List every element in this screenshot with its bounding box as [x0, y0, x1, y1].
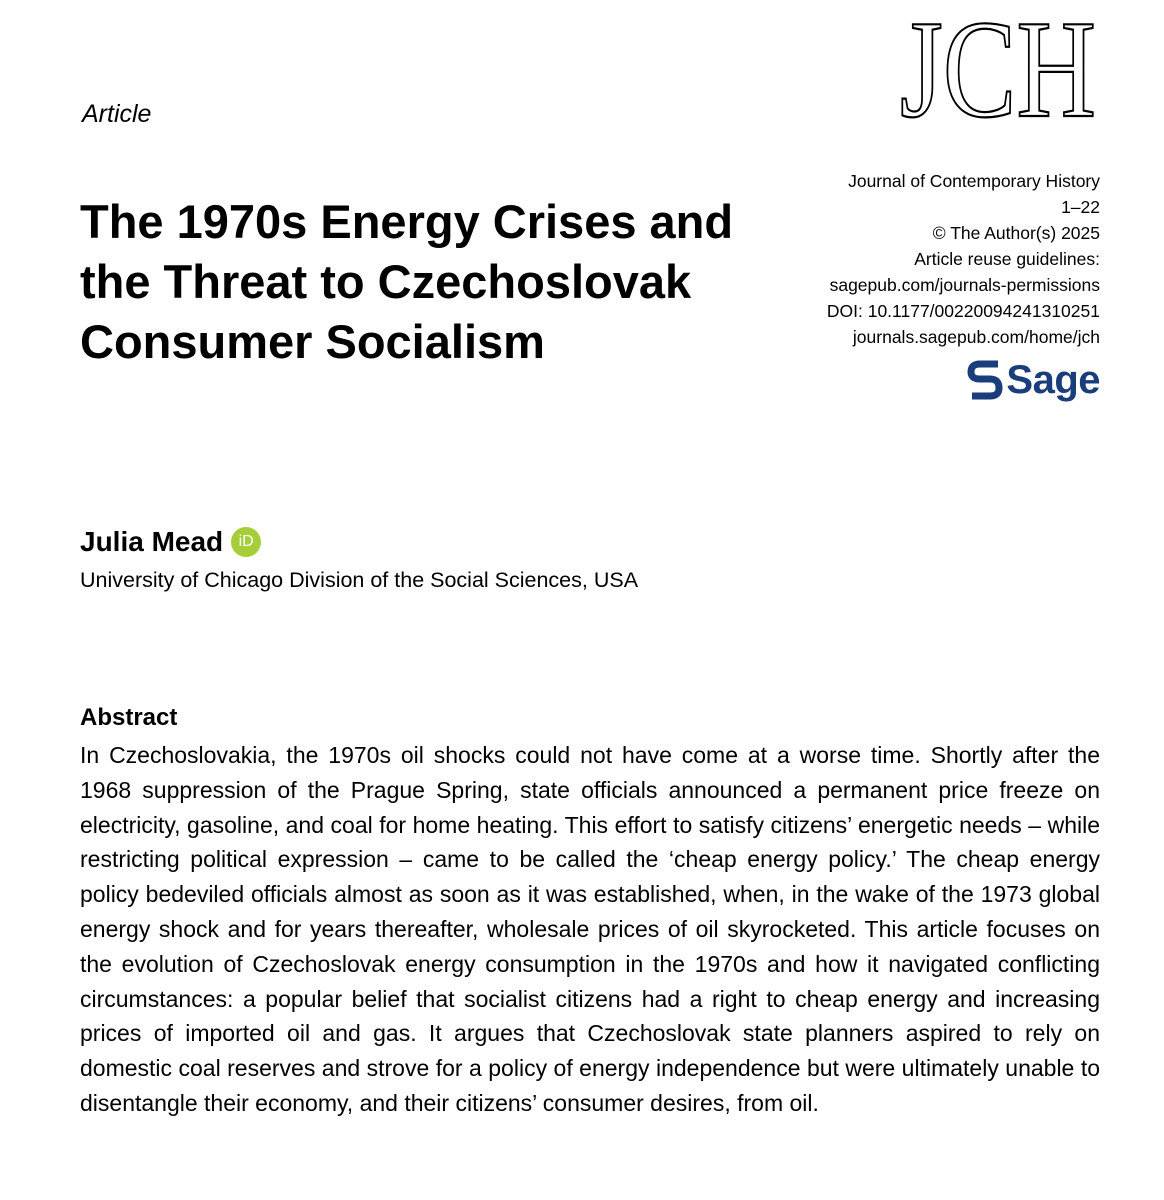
doi-link[interactable]: DOI: 10.1177/00220094241310251 — [826, 301, 1100, 321]
sage-wordmark: Sage — [1006, 358, 1100, 402]
page-range: 1–22 — [1061, 197, 1100, 217]
journal-name: Journal of Contemporary History — [848, 171, 1100, 191]
author-block — [80, 526, 261, 558]
author-affiliation: University of Chicago Division of the Social Sciences, USA — [80, 568, 639, 592]
article-title: The 1970s Energy Crises and the Threat to Czechoslovak Consumer Socialism — [80, 195, 734, 368]
sage-s-icon — [968, 360, 1002, 400]
reuse-guidelines-label: Article reuse guidelines: — [914, 249, 1100, 269]
journal-home-link[interactable]: journals.sagepub.com/home/jch — [852, 327, 1100, 347]
sage-publisher-logo — [968, 360, 1100, 400]
orcid-icon[interactable]: iD — [231, 527, 261, 557]
jch-journal-logo — [896, 0, 1101, 147]
article-type-label: Article — [82, 100, 152, 128]
reuse-guidelines-link[interactable]: sagepub.com/journals-permissions — [829, 275, 1100, 295]
abstract-text: In Czechoslovakia, the 1970s oil shocks could not have come at a worse time. Shortly after the 1968 suppression of the Prague Spring, state officials announced a permanent price freeze on electricity, gasoline, and coal for home heating. This effort to satisfy citizens’ energetic needs – while restricting political expression – came to be called the ‘cheap energy policy.’ The cheap energy policy bedeviled officials almost as soon as it was established, when, in the wake of the 1973 global energy shock and for years thereafter, wholesale prices of oil skyrocketed. This article focuses on the evolution of Czechoslovak energy consumption in the 1970s and how it navigated conflicting circumstances: a popular belief that socialist citizens had a right to cheap energy and increasing prices of imported oil and gas. It argues that Czechoslovak state planners aspired to rely on domestic coal reserves and strove for a policy of energy independence but were ultimately unable to disentangle their economy, and their citizens’ consumer desires, from oil. — [80, 742, 1100, 1116]
copyright: © The Author(s) 2025 — [932, 223, 1100, 243]
abstract-heading: Abstract — [80, 704, 178, 731]
jch-logo-text: JCH — [900, 0, 1096, 147]
author-name: Julia Mead — [80, 526, 224, 557]
